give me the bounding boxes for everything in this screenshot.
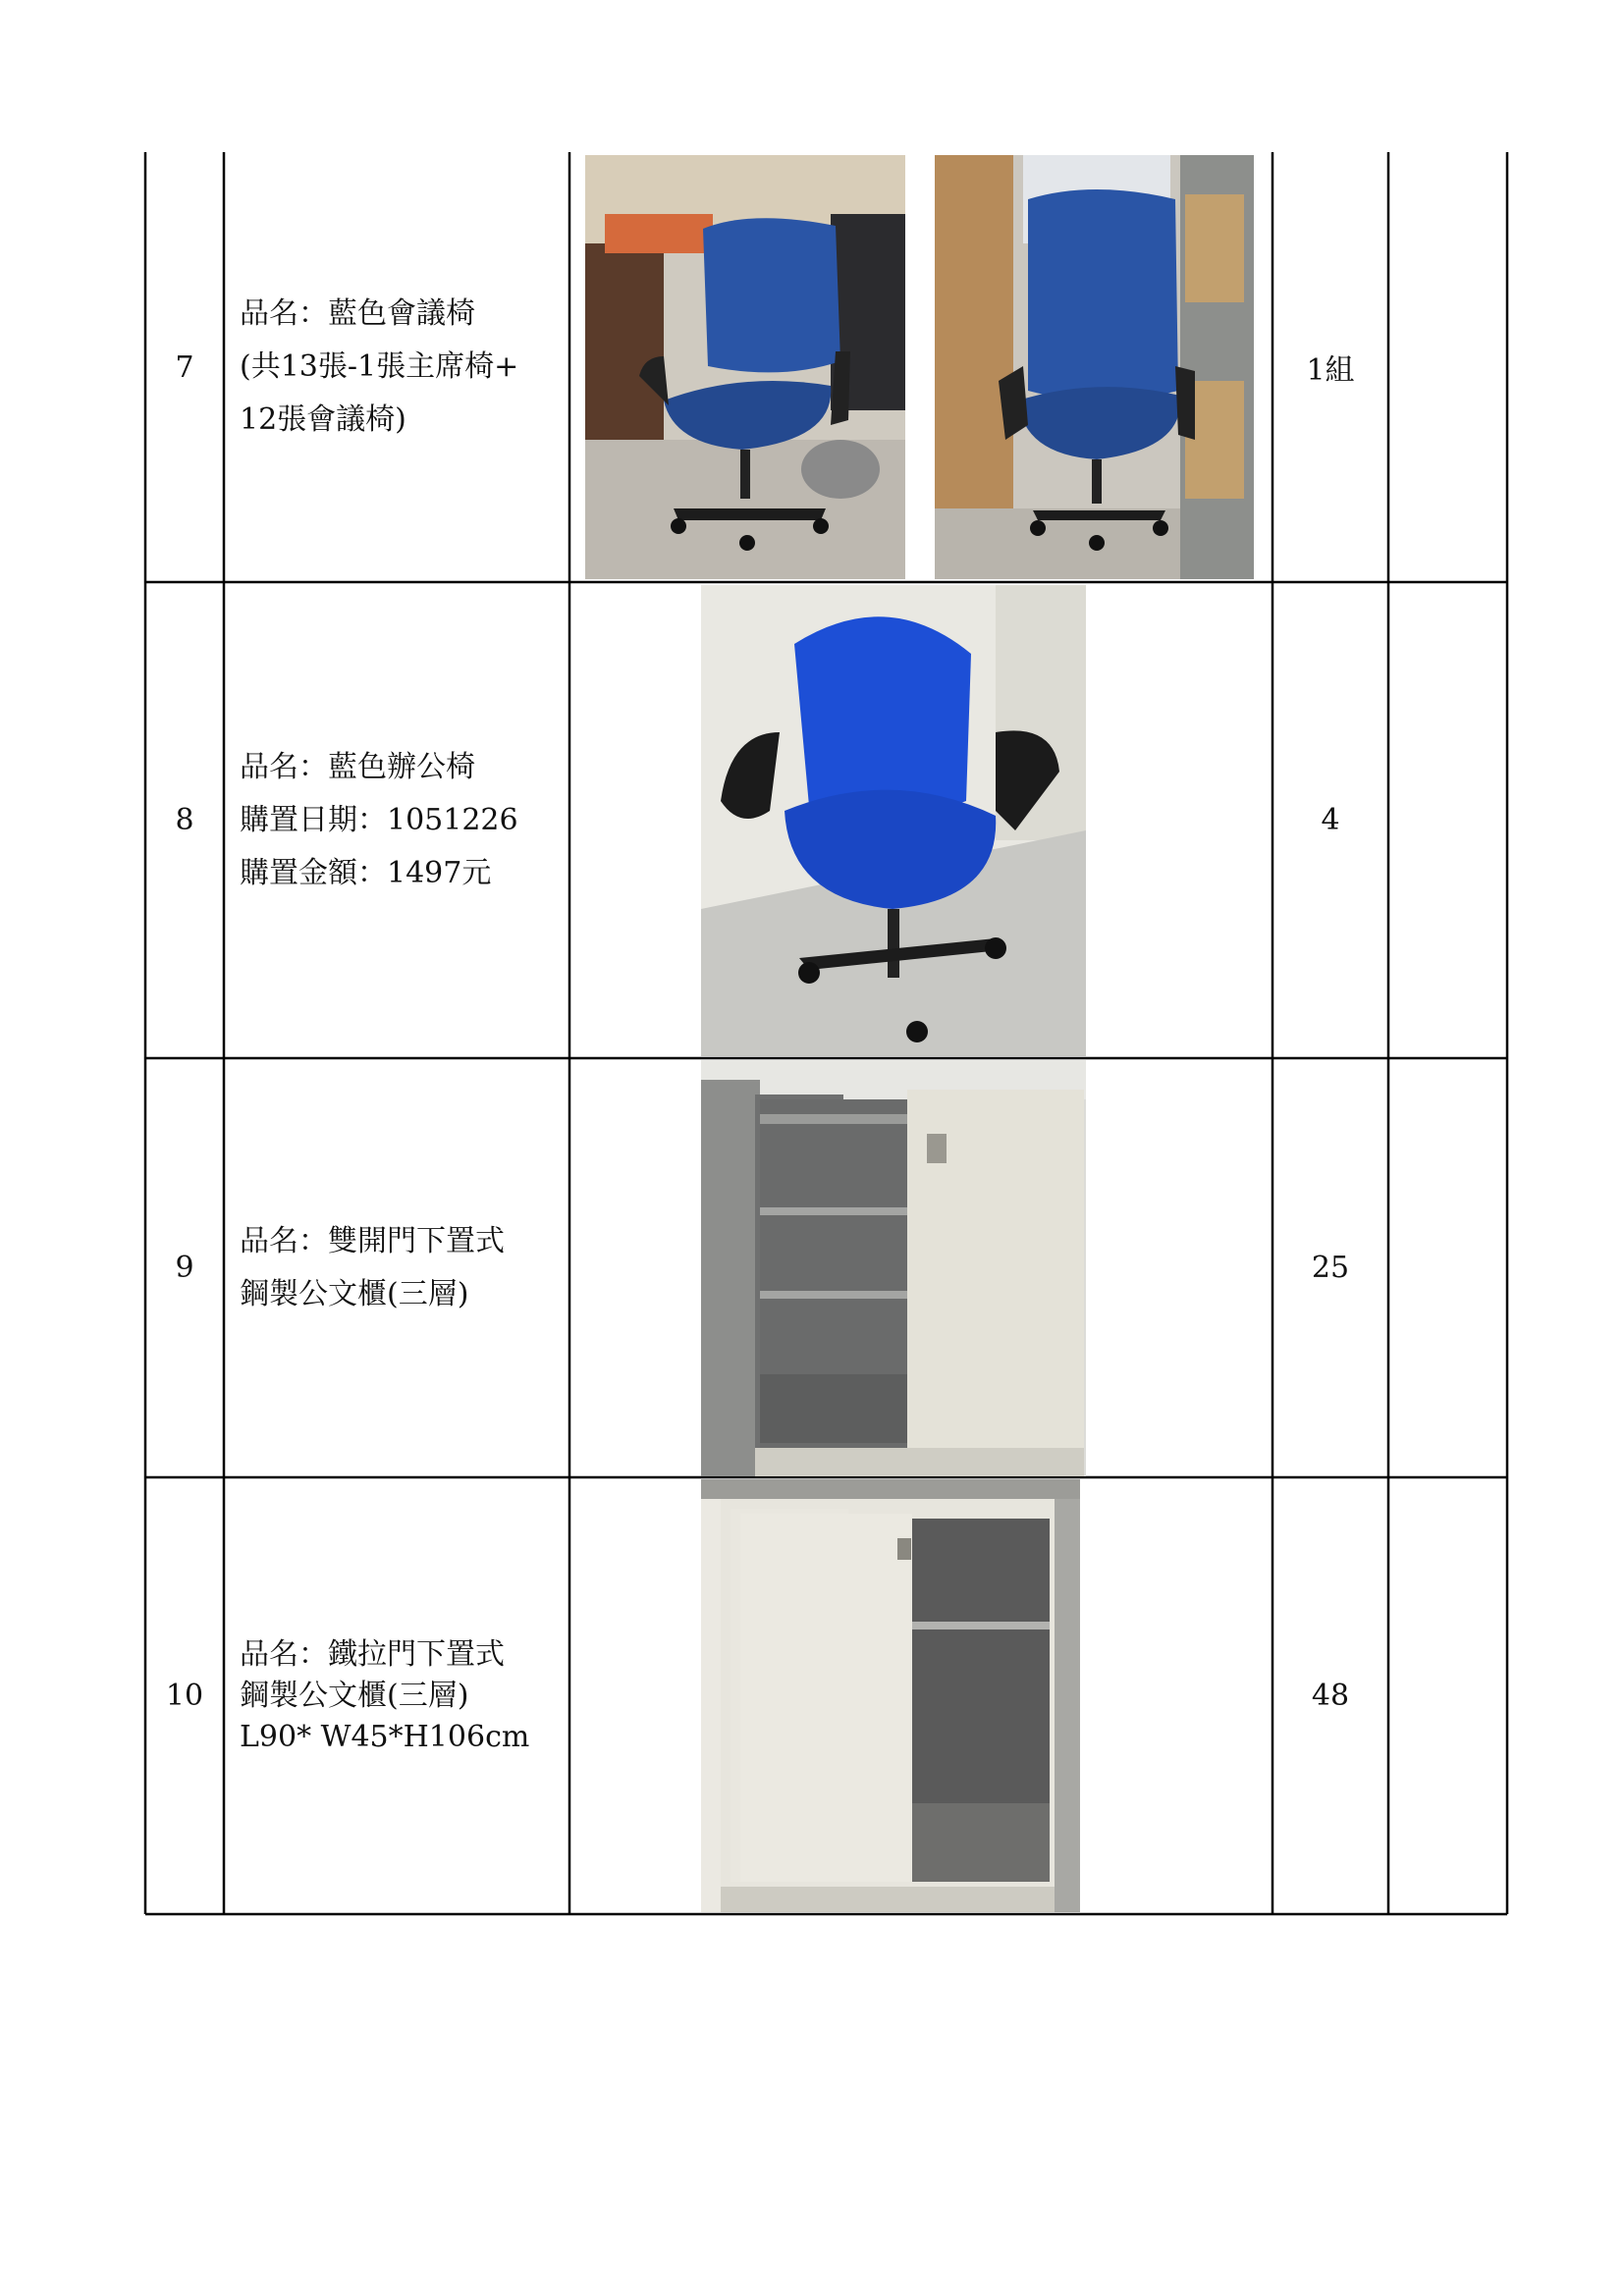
blue-chairman-chair-photo bbox=[935, 155, 1254, 579]
row-10-description bbox=[240, 1477, 564, 1914]
row-10-quantity: 48 bbox=[1311, 1679, 1350, 1713]
row-7-quantity: 1組 bbox=[1306, 353, 1355, 388]
row-7-desc-line: 12張會議椅) bbox=[240, 402, 406, 437]
row-10-desc-line: 品名：鐵拉門下置式 bbox=[240, 1636, 505, 1672]
row-9-desc-line: 鋼製公文櫃(三層) bbox=[240, 1276, 469, 1311]
blue-office-chair-photo bbox=[701, 585, 1086, 1056]
sliding-door-steel-cabinet-photo bbox=[701, 1479, 1080, 1912]
row-9-quantity: 25 bbox=[1311, 1251, 1350, 1285]
row-7-description bbox=[240, 152, 564, 582]
row-7-number: 7 bbox=[175, 349, 194, 385]
row-8-quantity: 4 bbox=[1321, 803, 1340, 837]
row-9-number: 9 bbox=[175, 1251, 194, 1285]
row-7-desc-line: (共13張-1張主席椅+ bbox=[240, 349, 519, 384]
row-10-number: 10 bbox=[165, 1679, 204, 1713]
row-8-number: 8 bbox=[175, 803, 194, 837]
double-door-steel-cabinet-photo bbox=[701, 1060, 1086, 1476]
row-8-desc-line: 品名：藍色辦公椅 bbox=[240, 749, 475, 784]
row-8-description bbox=[240, 582, 564, 1058]
row-8-desc-line: 購置日期：1051226 bbox=[240, 802, 518, 837]
row-8-desc-line: 購置金額：1497元 bbox=[240, 855, 492, 890]
row-7-desc-line: 品名：藍色會議椅 bbox=[240, 296, 475, 331]
row-10-desc-line: L90* W45*H106cm bbox=[240, 1719, 530, 1754]
row-10-desc-line: 鋼製公文櫃(三層) bbox=[240, 1678, 469, 1713]
row-9-description bbox=[240, 1058, 564, 1477]
blue-meeting-chair-photo bbox=[585, 155, 905, 579]
row-9-desc-line: 品名：雙開門下置式 bbox=[240, 1223, 505, 1258]
